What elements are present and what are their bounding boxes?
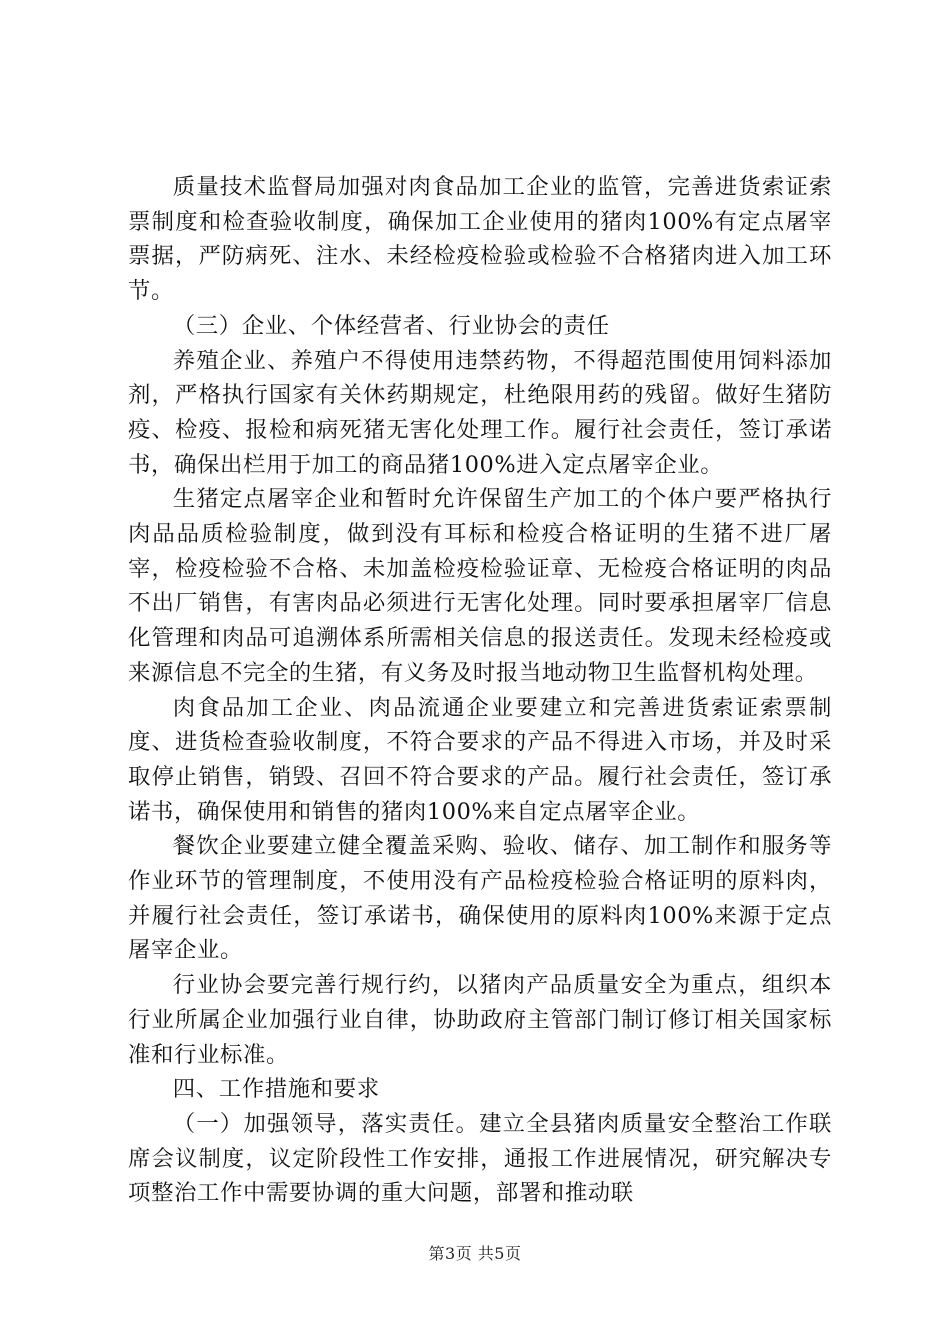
paragraph-processing-enterprises: 肉食品加工企业、肉品流通企业要建立和完善进货索证索票制度、进货检查验收制度，不符合要求的产品不得进入市场，并及时采取停止销售，销毁、召回不符合要求的产品。履行社会责任，签订承诺书，确保使用和销售的猪肉100%来自定点屠宰企业。 — [128, 694, 832, 825]
section-heading-measures: 四、工作措施和要求 — [172, 1076, 380, 1103]
section-heading-enterprise-responsibility: （三）企业、个体经营者、行业协会的责任 — [172, 312, 610, 339]
paragraph-breeding-enterprises: 养殖企业、养殖户不得使用违禁药物，不得超范围使用饲料添加剂，严格执行国家有关休药期规定，杜绝限用药的残留。做好生猪防疫、检疫、报检和病死猪无害化处理工作。履行社会责任，签订承诺书，确保出栏用于加工的商品猪100%进入定点屠宰企业。 — [128, 347, 832, 478]
page-number-footer: 第3页 共5页 — [428, 1244, 522, 1263]
paragraph-industry-associations: 行业协会要完善行规行约，以猪肉产品质量安全为重点，组织本行业所属企业加强行业自律，协助政府主管部门制订修订相关国家标准和行业标准。 — [128, 972, 832, 1068]
paragraph-quality-supervision: 质量技术监督局加强对肉食品加工企业的监管，完善进货索证索票制度和检查验收制度，确保加工企业使用的猪肉100%有定点屠宰票据，严防病死、注水、未经检疫检验或检验不合格猪肉进入加工环节。 — [128, 174, 832, 305]
paragraph-slaughter-enterprises: 生猪定点屠宰企业和暂时允许保留生产加工的个体户要严格执行肉品品质检验制度，做到没有耳标和检疫合格证明的生猪不进厂屠宰，检疫检验不合格、未加盖检疫检验证章、无检疫合格证明的肉品不出厂销售，有害肉品必须进行无害化处理。同时要承担屠宰厂信息化管理和肉品可追溯体系所需相关信息的报送责任。发现未经检疫或来源信息不完全的生猪，有义务及时报当地动物卫生监督机构处理。 — [128, 486, 832, 686]
document-body — [128, 170, 832, 1211]
paragraph-strengthen-leadership: （一）加强领导，落实责任。建立全县猪肉质量安全整治工作联席会议制度，议定阶段性工作安排，通报工作进展情况，研究解决专项整治工作中需要协调的重大问题，部署和推动联 — [128, 1110, 832, 1207]
paragraph-catering-enterprises: 餐饮企业要建立健全覆盖采购、验收、储存、加工制作和服务等作业环节的管理制度，不使用没有产品检疫检验合格证明的原料肉，并履行社会责任，签订承诺书，确保使用的原料肉100%来源于定点屠宰企业。 — [128, 833, 832, 964]
